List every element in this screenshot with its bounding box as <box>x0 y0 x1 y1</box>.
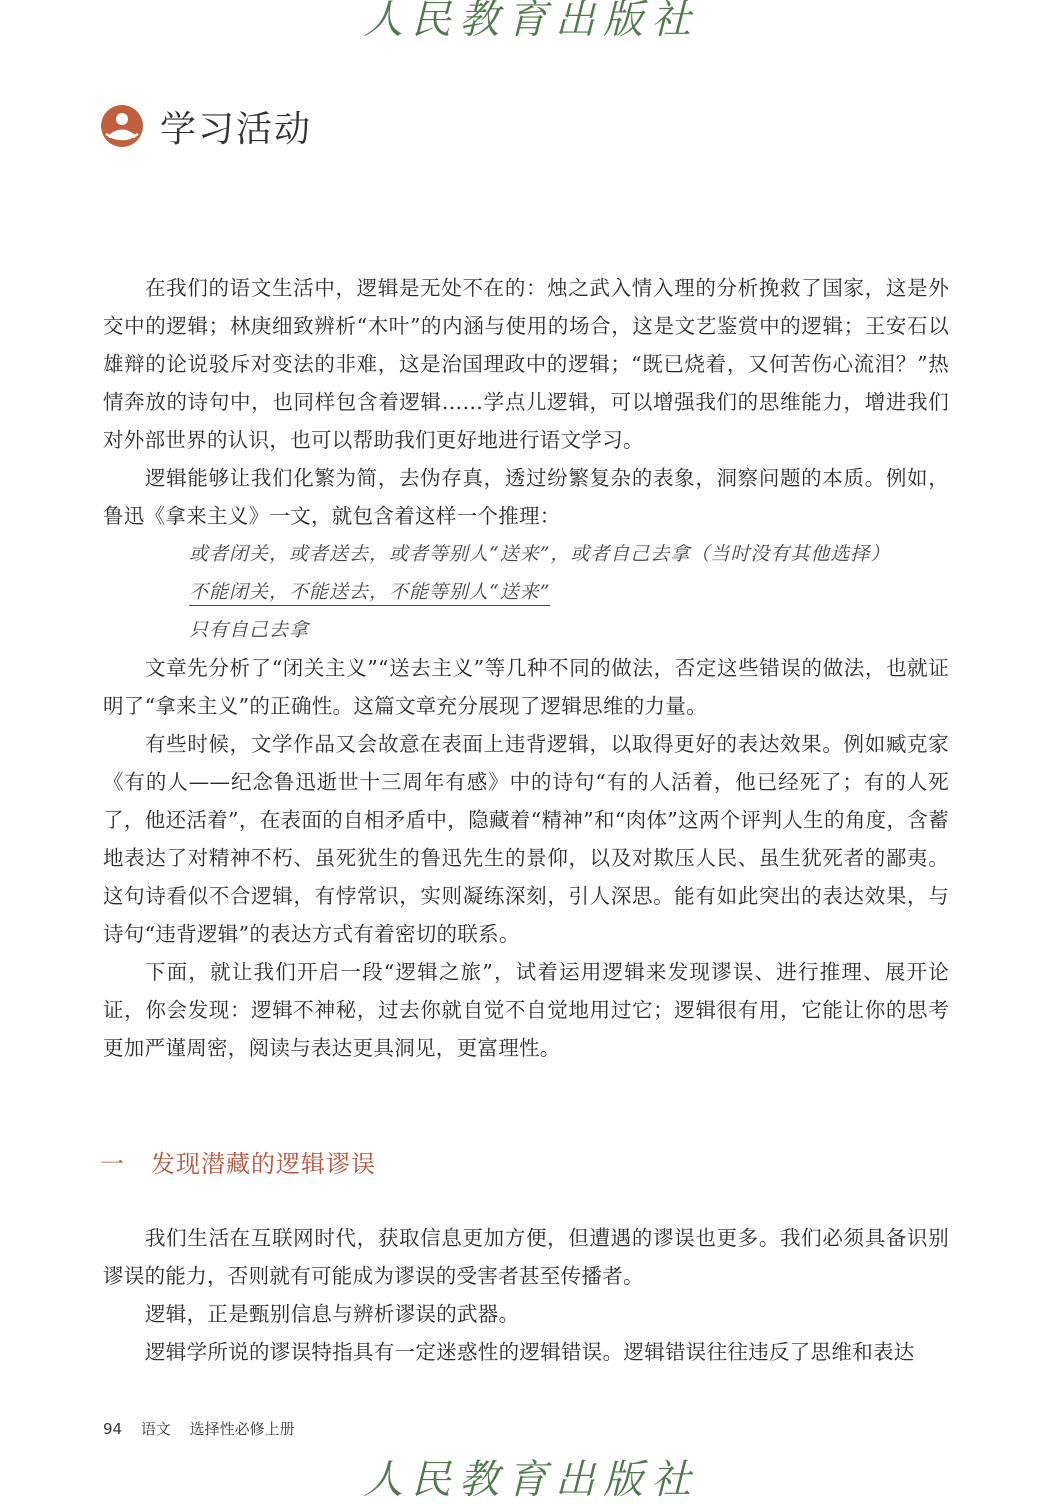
section-1-body <box>103 1219 949 1371</box>
learning-activity-icon <box>100 104 144 148</box>
syllogism-minor-text: 不能闭关，不能送去，不能等别人“送来” <box>189 581 550 606</box>
section-1-title <box>100 1144 376 1179</box>
syllogism-minor-premise <box>189 573 949 611</box>
section-1-number: 一 <box>100 1150 125 1178</box>
intro-paragraph-5: 下面，就让我们开启一段“逻辑之旅”，试着运用逻辑来发现谬误、进行推理、展开论证，你会发现：逻辑不神秘，过去你就自觉不自觉地用过它；逻辑很有用，它能让你的思考更加严谨周密，阅读与表达更具洞见，更富理性。 <box>103 960 949 1060</box>
intro-paragraph-2: 逻辑能够让我们化繁为简，去伪存真，透过纷繁复杂的表象，洞察问题的本质。例如，鲁迅《拿来主义》一文，就包含着这样一个推理： <box>103 466 949 528</box>
section-1-paragraph-1: 我们生活在互联网时代，获取信息更加方便，但遭遇的谬误也更多。我们必须具备识别谬误的能力，否则就有可能成为谬误的受害者甚至传播者。 <box>103 1226 949 1288</box>
page-footer <box>103 1418 309 1439</box>
publisher-watermark-top: 人民教育出版社 <box>363 0 699 43</box>
intro-paragraph-4: 有些时候，文学作品又会故意在表面上违背逻辑，以取得更好的表达效果。例如臧克家《有的人——纪念鲁迅逝世十三周年有感》中的诗句“有的人活着，他已经死了；有的人死了，他还活着”，在表面的自相矛盾中，隐藏着“精神”和“肉体”这两个评判人生的角度，含蓄地表达了对精神不朽、虽死犹生的鲁迅先生的景仰，以及对欺压人民、虽生犹死者的鄙夷。这句诗看似不合逻辑，有悖常识，实则凝练深刻，引人深思。能有如此突出的表达效果，与诗句“违背逻辑”的表达方式有着密切的联系。 <box>103 732 949 946</box>
intro-section <box>103 269 949 1067</box>
publisher-watermark-bottom: 人民教育出版社 <box>363 1457 699 1503</box>
section-1-paragraph-2: 逻辑，正是甄别信息与辨析谬误的武器。 <box>145 1302 520 1326</box>
intro-paragraph-1: 在我们的语文生活中，逻辑是无处不在的：烛之武入情入理的分析挽救了国家，这是外交中的逻辑；林庚细致辨析“木叶”的内涵与使用的场合，这是文艺鉴赏中的逻辑；王安石以雄辩的论说驳斥对变法的非难，这是治国理政中的逻辑；“既已烧着，又何苦伤心流泪？”热情奔放的诗句中，也同样包含着逻辑……学点儿逻辑，可以增强我们的思维能力，增进我们对外部世界的认识，也可以帮助我们更好地进行语文学习。 <box>103 276 949 452</box>
page-number: 94 <box>103 1420 123 1438</box>
footer-volume: 选择性必修上册 <box>189 1420 295 1438</box>
footer-subject: 语文 <box>140 1420 171 1438</box>
section-1-paragraph-3: 逻辑学所说的谬误特指具有一定迷惑性的逻辑错误。逻辑错误往往违反了思维和表达 <box>145 1340 915 1364</box>
section-heading <box>100 96 312 156</box>
syllogism-major-premise: 或者闭关，或者送去，或者等别人“送来”，或者自己去拿（当时没有其他选择） <box>189 543 891 565</box>
page-title: 学习活动 <box>160 108 313 150</box>
section-1-title-text: 发现潜藏的逻辑谬误 <box>151 1150 376 1178</box>
intro-paragraph-3: 文章先分析了“闭关主义”“送去主义”等几种不同的做法，否定这些错误的做法，也就证明了“拿来主义”的正确性。这篇文章充分展现了逻辑思维的力量。 <box>103 656 949 718</box>
syllogism-conclusion: 只有自己去拿 <box>189 619 310 641</box>
